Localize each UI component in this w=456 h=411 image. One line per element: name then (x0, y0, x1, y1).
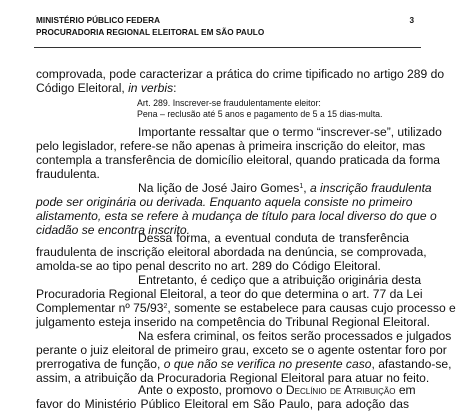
header-rule (34, 47, 421, 48)
header-org-line1: MINISTÉRIO PÚBLICO FEDERA (36, 16, 161, 25)
p4-line3: amolda-se ao tipo penal descrito no art. 289 do Código Eleitoral. (36, 259, 381, 273)
p3-line4: cidadão se encontra inscrito. (36, 223, 190, 237)
p1-line2: Código Eleitoral, in verbis: (36, 81, 177, 95)
p6-line2: perante o juiz eleitoral de primeiro grau, exceto se o agente ostentar foro por (36, 343, 447, 357)
p6-line3: prerrogativa de função, o que não se verifica no presente caso, afastando-se, (36, 357, 452, 371)
p6-line1: Na esfera criminal, os feitos serão processados e julgados (138, 329, 452, 343)
quote-penalty: Pena – reclusão até 5 anos e pagamento de 5 a 15 dias-multa. (137, 109, 383, 119)
page-number: 3 (409, 16, 414, 25)
quote-article: Art. 289. Inscrever-se fraudulentamente eleitor: (137, 98, 321, 108)
p2-line2: pelo legislador, refere-se não apenas à primeira inscrição do eleitor, mas (36, 139, 426, 153)
p2-line3: contempla a transferência de domicílio eleitoral, quando praticada da forma (36, 153, 441, 167)
p7-line1: Ante o exposto, promovo o Declínio de Atribuição em (138, 383, 416, 397)
p7-line2: favor do Ministério Público Eleitoral em São Paulo, para adoção das (36, 397, 409, 411)
p2-line4: fraudulenta. (36, 167, 100, 181)
p5-line4: julgamento esteja inserido na competência do Tribunal Regional Eleitoral. (36, 315, 430, 329)
p3-line1: Na lição de José Jairo Gomes$^1$, a inscrição fraudulenta (138, 181, 432, 195)
header-org-line2: PROCURADORIA REGIONAL ELEITORAL EM SÃO PAULO (36, 28, 265, 37)
p2-line1: Importante ressaltar que o termo “inscrever-se”, utilizado (138, 125, 442, 139)
p5-line3: Complementar nº $75/93^2$, somente se estabelece para causas cujo processo e (36, 301, 456, 315)
p5-line1: Entretanto, é cediço que a atribuição originária desta (138, 273, 422, 287)
p4-line1: Dessa forma, a eventual conduta de transferência (138, 231, 409, 245)
p3-line2: pode ser originária ou derivada. Enquanto aquela consiste no primeiro (36, 195, 413, 209)
p4-line2: fraudulenta de inscrição eleitoral abordada na denúncia, se comprovada, (36, 245, 427, 259)
p6-line4: assim, a atribuição da Procuradoria Regional Eleitoral para atuar no feito. (36, 371, 430, 385)
p3-line3: alistamento, esta se refere à mudança de título para local diverso do que o (36, 209, 437, 223)
p5-line2: Procuradoria Regional Eleitoral, a teor do que determina o art. 77 da Lei (36, 287, 423, 301)
p1-line1: comprovada, pode caracterizar a prática do crime tipificado no artigo 289 do (36, 67, 445, 81)
